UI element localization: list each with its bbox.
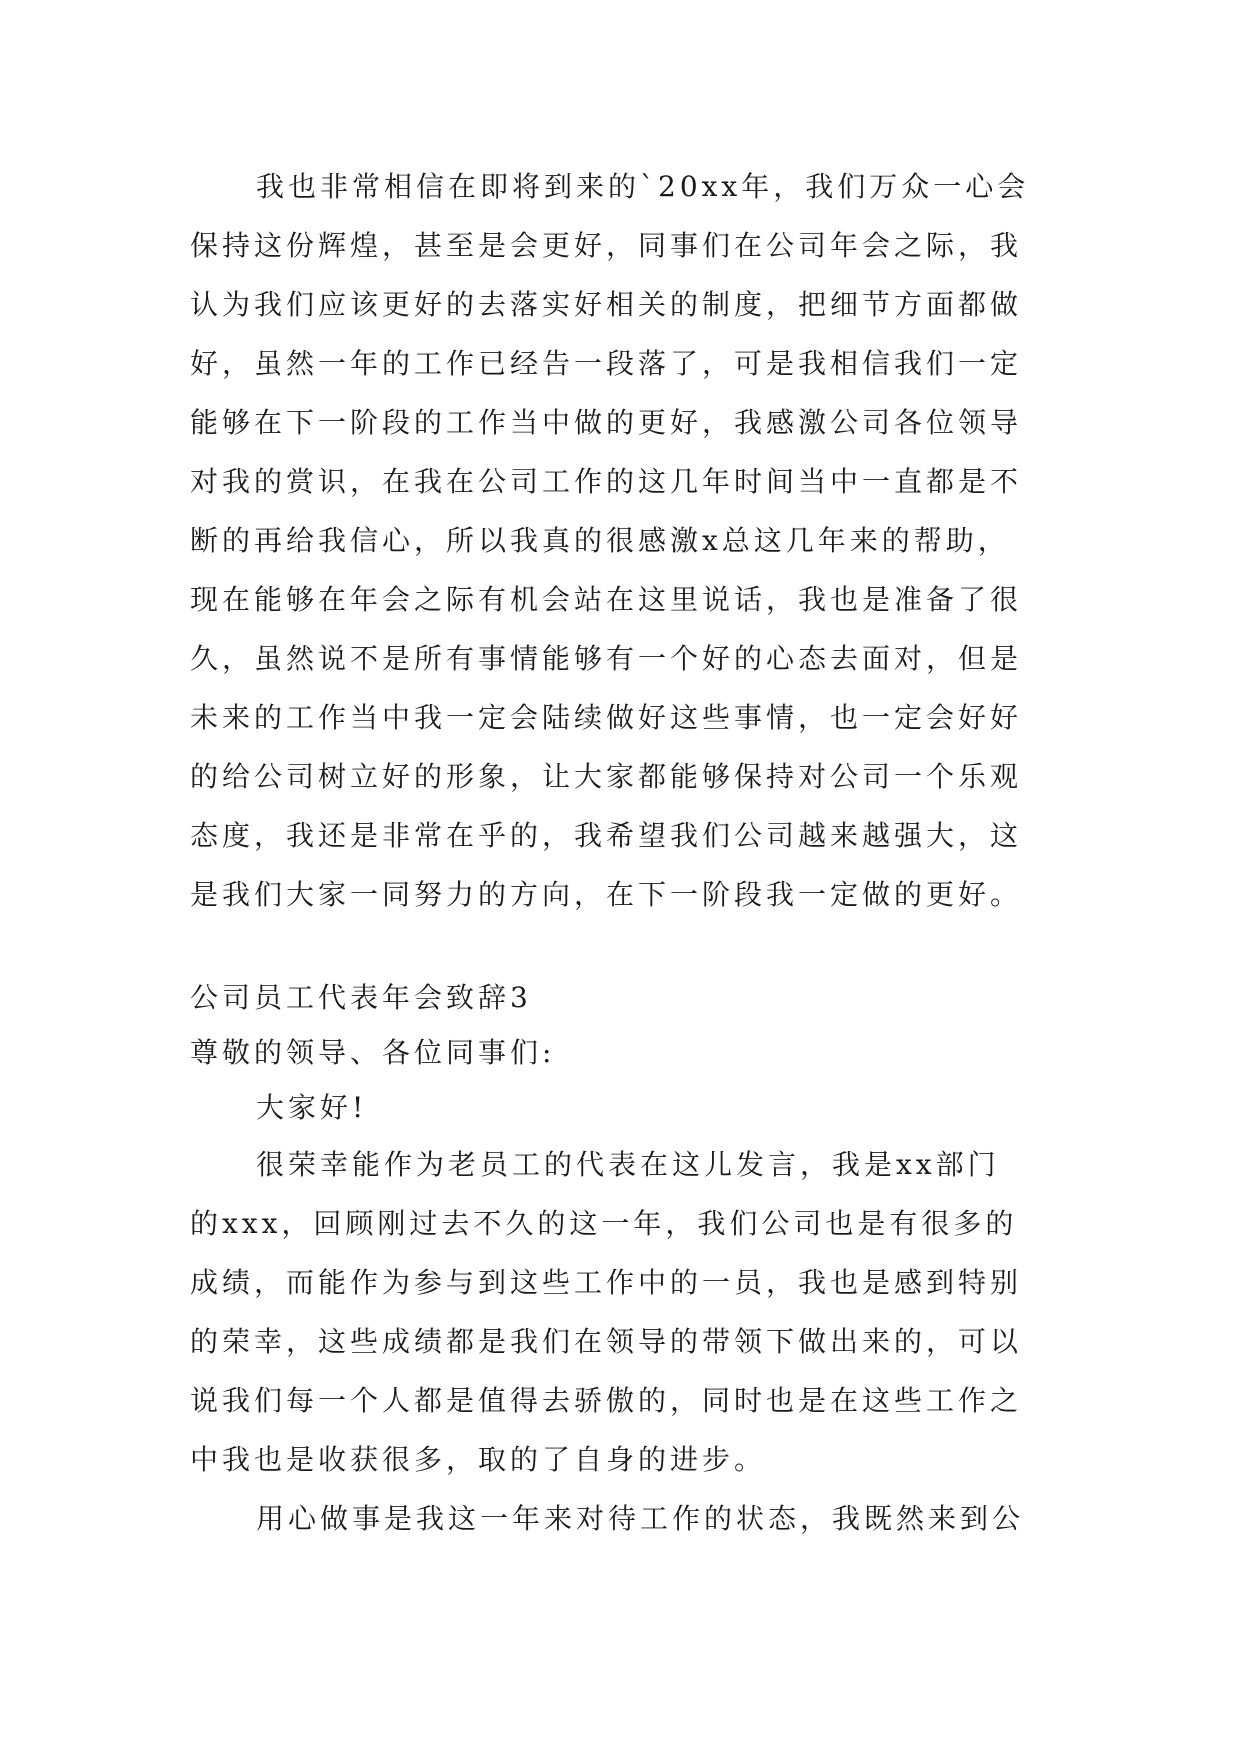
greeting: 大家好! — [256, 1091, 368, 1124]
paragraph-line: 好，虽然一年的工作已经告一段落了，可是我相信我们一定 — [190, 347, 1023, 380]
paragraph-line: 态度，我还是非常在乎的，我希望我们公司越来越强大，这 — [190, 819, 1023, 852]
paragraph-line: 能够在下一阶段的工作当中做的更好，我感激公司各位领导 — [190, 406, 1023, 439]
salutation: 尊敬的领导、各位同事们: — [190, 1036, 556, 1069]
paragraph-line: 久，虽然说不是所有事情能够有一个好的心态去面对，但是 — [190, 642, 1023, 675]
paragraph-line: 认为我们应该更好的去落实好相关的制度，把细节方面都做 — [190, 288, 1023, 321]
paragraph-line: 断的再给我信心，所以我真的很感激x总这几年来的帮助， — [190, 524, 1010, 557]
speech-section — [190, 970, 1060, 1548]
paragraph-line: 说我们每一个人都是值得去骄傲的，同时也是在这些工作之 — [190, 1384, 1023, 1417]
paragraph-line: 中我也是收获很多，取的了自身的进步。 — [190, 1443, 767, 1476]
paragraph-line: 用心做事是我这一年来对待工作的状态，我既然来到公 — [256, 1502, 1025, 1535]
paragraph-line: 保持这份辉煌，甚至是会更好，同事们在公司年会之际，我 — [190, 229, 1023, 262]
paragraph-line: 现在能够在年会之际有机会站在这里说话，我也是准备了很 — [190, 583, 1023, 616]
section-title: 公司员工代表年会致辞3 — [190, 981, 532, 1014]
paragraph-line: 未来的工作当中我一定会陆续做好这些事情，也一定会好好 — [190, 701, 1023, 734]
paragraph-line: 我也非常相信在即将到来的`20xx年，我们万众一心会 — [256, 170, 1030, 203]
paragraph-line: 的荣幸，这些成绩都是我们在领导的带领下做出来的，可以 — [190, 1325, 1023, 1358]
paragraph-1 — [190, 157, 1060, 924]
paragraph-line: 是我们大家一同努力的方向，在下一阶段我一定做的更好。 — [190, 878, 1023, 911]
paragraph-line: 的xxx，回顾刚过去不久的这一年，我们公司也是有很多的 — [190, 1207, 1018, 1240]
paragraph-line: 对我的赏识，在我在公司工作的这几年时间当中一直都是不 — [190, 465, 1023, 498]
paragraph-line: 很荣幸能作为老员工的代表在这儿发言，我是xx部门 — [256, 1148, 1000, 1181]
paragraph-line: 的给公司树立好的形象，让大家都能够保持对公司一个乐观 — [190, 760, 1023, 793]
paragraph-line: 成绩，而能作为参与到这些工作中的一员，我也是感到特别 — [190, 1266, 1023, 1299]
